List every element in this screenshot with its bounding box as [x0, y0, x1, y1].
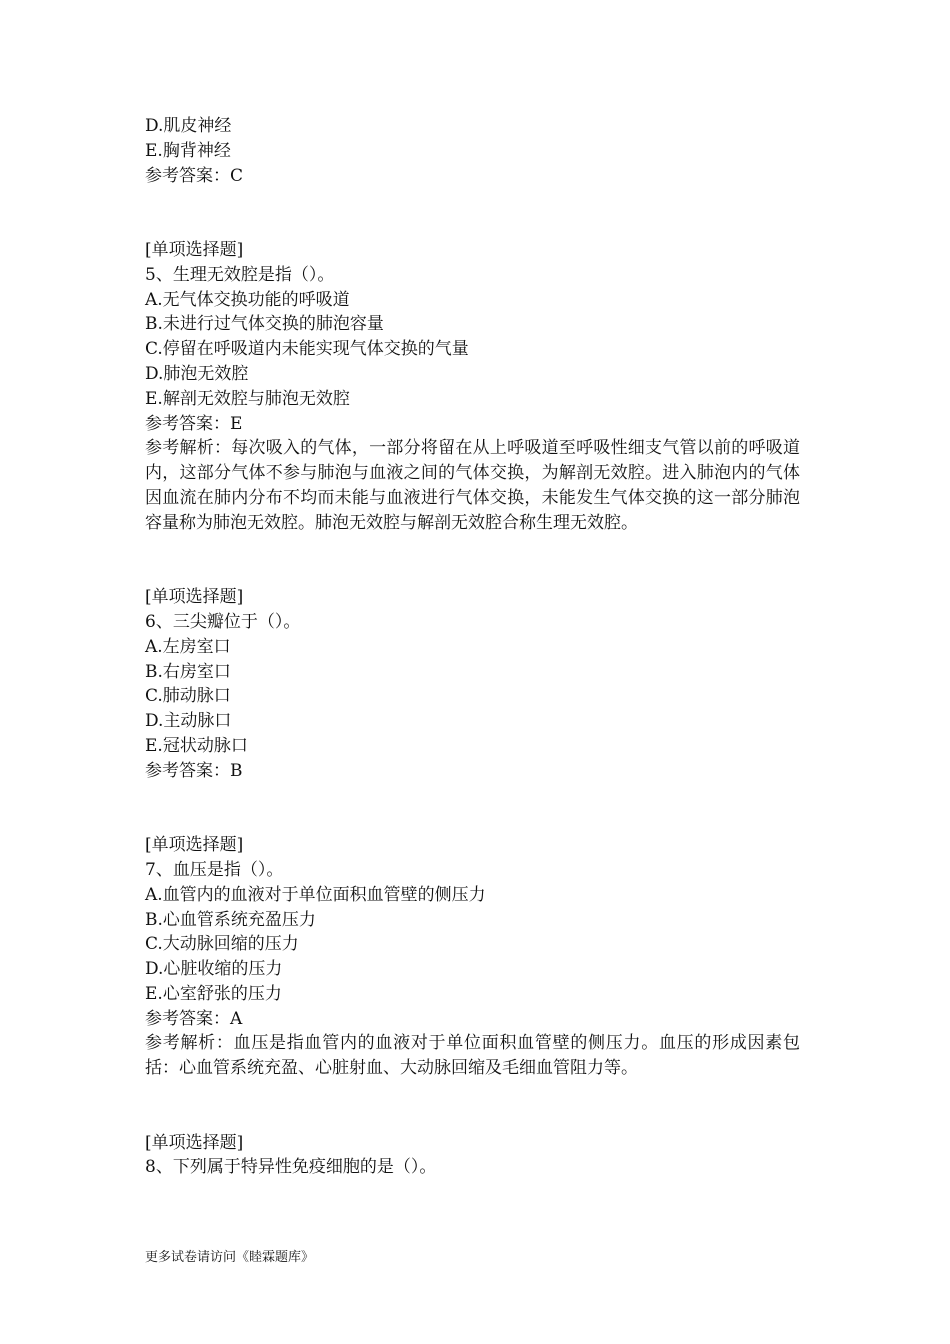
question-type: [单项选择题]: [145, 239, 244, 260]
option-b: B.未进行过气体交换的肺泡容量: [145, 314, 384, 335]
option-b: B.右房室口: [145, 661, 231, 682]
option-d: D.肺泡无效腔: [145, 363, 249, 384]
question-6: [145, 585, 805, 783]
option-e: E.胸背神经: [145, 140, 231, 161]
document-body: [145, 114, 805, 1180]
option-d: D.肌皮神经: [145, 116, 232, 136]
question-7: [145, 833, 805, 1081]
answer: 参考答案：E: [145, 413, 243, 434]
option-c: C.肺动脉口: [145, 686, 231, 707]
question-type: [单项选择题]: [145, 1132, 244, 1153]
answer: 参考答案：C: [145, 165, 244, 186]
option-a: A.无气体交换功能的呼吸道: [145, 289, 350, 310]
question-stem: 6、三尖瓣位于（）。: [145, 611, 301, 632]
answer: 参考答案：B: [145, 760, 243, 781]
option-d: D.主动脉口: [145, 711, 232, 732]
option-e: E.心室舒张的压力: [145, 983, 282, 1004]
question-4-tail: [145, 114, 805, 188]
question-stem: 7、血压是指（）。: [145, 859, 284, 880]
option-a: A.血管内的血液对于单位面积血管壁的侧压力: [145, 884, 486, 905]
option-c: C.大动脉回缩的压力: [145, 934, 299, 955]
question-stem: 5、生理无效腔是指（）。: [145, 264, 335, 285]
question-type: [单项选择题]: [145, 835, 244, 856]
page-footer: 更多试卷请访问《睦霖题库》: [145, 1250, 315, 1265]
spacer: [145, 536, 805, 586]
option-d: D.心脏收缩的压力: [145, 959, 283, 980]
option-e: E.解剖无效腔与肺泡无效腔: [145, 388, 350, 409]
spacer: [145, 784, 805, 834]
analysis: 参考解析：每次吸入的气体，一部分将留在从上呼吸道至呼吸性细支气管以前的呼吸道内，这部分气体不参与肺泡与血液之间的气体交换，为解剖无效腔。进入肺泡内的气体因血流在肺内分布不均而未能与血液进行气体交换，未能发生气体交换的这一部分肺泡容量称为肺泡无效腔。肺泡无效腔与解剖无效腔合称生理无效腔。: [145, 438, 800, 533]
option-b: B.心血管系统充盈压力: [145, 909, 316, 930]
spacer: [145, 188, 805, 238]
answer: 参考答案：A: [145, 1008, 243, 1029]
question-stem: 8、下列属于特异性免疫细胞的是（）。: [145, 1157, 437, 1178]
analysis: 参考解析：血压是指血管内的血液对于单位面积血管壁的侧压力。血压的形成因素包括：心血管系统充盈、心脏射血、大动脉回缩及毛细血管阻力等。: [145, 1033, 800, 1079]
question-5: [145, 238, 805, 536]
option-a: A.左房室口: [145, 636, 231, 657]
spacer: [145, 1081, 805, 1131]
question-type: [单项选择题]: [145, 587, 244, 608]
option-e: E.冠状动脉口: [145, 735, 248, 756]
option-c: C.停留在呼吸道内未能实现气体交换的气量: [145, 339, 469, 360]
question-8: [145, 1131, 805, 1181]
